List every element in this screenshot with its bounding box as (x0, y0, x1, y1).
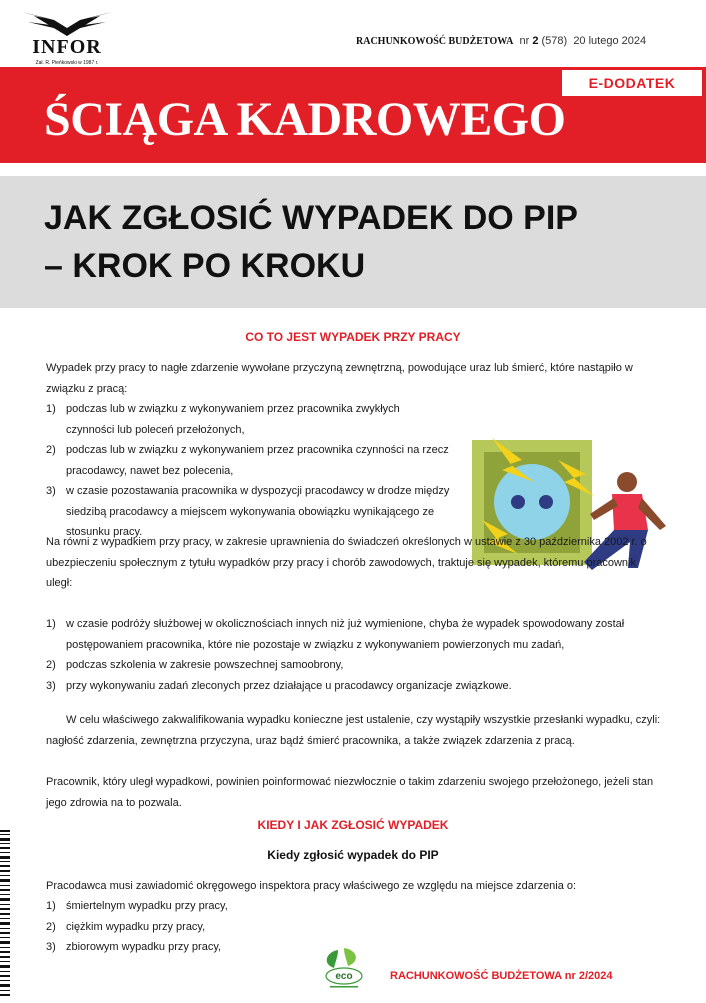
issue-number: 2 (532, 35, 539, 47)
barcode-icon (0, 830, 14, 998)
list-item: 3) zbiorowym wypadku przy pracy, (46, 941, 222, 953)
para-qualification: W celu właściwego zakwalifikowania wypadku konieczne jest ustalenie, czy wystąpiły wszystkie przesłanki wypadku, czyli: nagłość zdarzenia, zewnętrzna przyczyna, uraz bądź śmierć pracownika, a także związek zdarzenia z pracą. (46, 714, 661, 747)
logo-name: INFOR (32, 36, 102, 58)
eagle-logo-icon (14, 10, 120, 38)
para-equivalent-accidents: Na równi z wypadkiem przy pracy, w zakresie uprawnienia do świadczeń określonych w ustawie z 30 października 2002 r. o ubezpieczeniu społecznym z tytułu wypadków przy pracy i chorób zawodowych, traktuje się wypadek, któremu pracownik uległ: (46, 536, 647, 589)
logo-tagline: Zał. R. Pieńkowski w 1987 r. (35, 60, 99, 66)
notify-intro: Pracodawca musi zawiadomić okręgowego inspektora pracy właściwego ze względu na miejsce zdarzenia o: (46, 880, 577, 892)
subheading-when: Kiedy zgłosić wypadek do PIP (267, 848, 439, 862)
definition-list (46, 399, 450, 543)
list-item: 2) ciężkim wypadku przy pracy, (46, 920, 206, 933)
equivalent-list (46, 614, 662, 696)
list-item: 2) podczas lub w związku z wykonywaniem przez pracownika czynności na rzecz pracodawcy, nawet bez polecenia, (46, 444, 449, 477)
issue-suffix: (578) (541, 35, 568, 47)
eco-leaf-icon (314, 946, 376, 992)
subtitle-line-1: JAK ZGŁOSIĆ WYPADEK DO PIP (44, 199, 578, 237)
issue-prefix: nr (519, 35, 530, 47)
subtitle (44, 194, 664, 290)
e-dodatek-badge: E-DODATEK (562, 70, 702, 96)
eco-logo (314, 946, 376, 992)
eco-label: eco (335, 971, 353, 982)
list-item: 2) podczas szkolenia w zakresie powszechnej samoobrony, (46, 659, 344, 671)
list-item: 1) podczas lub w związku z wykonywaniem przez pracownika zwykłych czynności lub poleceń przełożonych, (46, 403, 400, 436)
infor-logo (14, 10, 120, 68)
subtitle-line-2: – KROK PO KROKU (44, 247, 366, 285)
issue-info (356, 35, 646, 47)
issue-date: 20 lutego 2024 (573, 35, 647, 47)
definition-intro: Wypadek przy pracy to nagłe zdarzenie wywołane przyczyną zewnętrzną, powodujące uraz lub śmierć, które nastąpiło w związku z pracą: (46, 362, 633, 395)
section-heading-when-how: KIEDY I JAK ZGŁOSIĆ WYPADEK (257, 818, 449, 832)
section-heading-definition: CO TO JEST WYPADEK PRZY PRACY (245, 330, 461, 344)
footer-publication: RACHUNKOWOŚĆ BUDŻETOWA nr 2/2024 (390, 970, 613, 982)
list-item: 3) w czasie pozostawania pracownika w dyspozycji pracodawcy w drodze między siedzibą pracodawcy a miejscem wykonywania obowiązku wynikającego ze stosunku pracy. (46, 485, 450, 538)
list-item: 3) przy wykonywaniu zadań zleconych przez działające u pracodawcy organizacje związkowe. (46, 679, 512, 692)
list-item: 1) śmiertelnym wypadku przy pracy, (46, 900, 228, 912)
para-notify-supervisor: Pracownik, który uległ wypadkowi, powinien poinformować niezwłocznie o takim zdarzeniu swojego przełożonego, jeżeli stan jego zdrowia na to pozwala. (46, 776, 654, 809)
main-title: ŚCIĄGA KADROWEGO (44, 93, 566, 146)
publication-name: RACHUNKOWOŚĆ BUDŻETOWA (356, 36, 514, 47)
list-item: 1) w czasie podróży służbowej w okolicznościach innych niż już wymienione, chyba że wypadek spowodowany został postępowaniem pracownika, które nie pozostaje w związku z wykonywaniem powierzonych mu zadań, (46, 618, 625, 651)
